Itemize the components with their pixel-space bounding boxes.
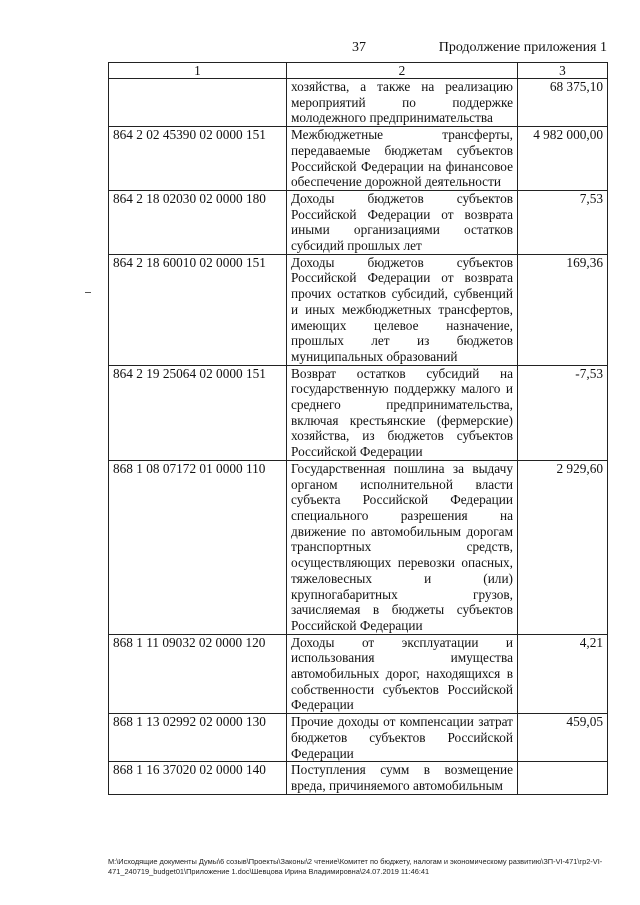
row-description: Государственная пошлина за выдачу органом исполнительной власти субъекта Российской Федерации специального разрешения на движение по автомобильным дорогам транспортных средств, осуществляющих перевозки опасных, тяжеловесных и (или) крупногабаритных грузов, зачисляемая в бюджеты субъектов Российской Федерации xyxy=(287,460,518,634)
row-amount: 7,53 xyxy=(518,190,608,254)
row-code: 864 2 02 45390 02 0000 151 xyxy=(109,127,287,191)
row-amount xyxy=(518,762,608,794)
table-row xyxy=(109,190,608,254)
row-code: 864 2 19 25064 02 0000 151 xyxy=(109,365,287,460)
table-row xyxy=(109,714,608,762)
row-code: 864 2 18 60010 02 0000 151 xyxy=(109,254,287,365)
row-description: Возврат остатков субсидий на государственную поддержку малого и среднего предпринимательства, включая крестьянские (фермерские) хозяйства, из бюджетов субъектов Российской Федерации xyxy=(287,365,518,460)
row-amount: 459,05 xyxy=(518,714,608,762)
page-caption: Продолжение приложения 1 xyxy=(438,40,607,55)
column-header-amount: 3 xyxy=(518,63,608,79)
table-row xyxy=(109,634,608,714)
row-amount: 4,21 xyxy=(518,634,608,714)
table-row xyxy=(109,460,608,634)
column-header-description: 2 xyxy=(287,63,518,79)
file-path-footer: M:\Исходящие документы Думы\6 созыв\Проекты\Законы\2 чтение\Комитет по бюджету, налогам и экономическому развитию\ЗП-VI-471\гр2-VI-471_240719_budget01\Приложение 1.doc\Шевцова Ирина Владимировна\24.07.2019 11:46:41 xyxy=(108,857,603,876)
table-row xyxy=(109,79,608,127)
row-description: Доходы бюджетов субъектов Российской Федерации от возврата иными организациями остатков субсидий прошлых лет xyxy=(287,190,518,254)
row-amount: 4 982 000,00 xyxy=(518,127,608,191)
row-code: 868 1 08 07172 01 0000 110 xyxy=(109,460,287,634)
table-row xyxy=(109,254,608,365)
row-description: Поступления сумм в возмещение вреда, причиняемого автомобильным xyxy=(287,762,518,794)
row-amount: 169,36 xyxy=(518,254,608,365)
row-description: Доходы бюджетов субъектов Российской Федерации от возврата прочих остатков субсидий, субвенций и иных межбюджетных трансфертов, имеющих целевое назначение, прошлых лет из бюджетов муниципальных образований xyxy=(287,254,518,365)
row-description: хозяйства, а также на реализацию мероприятий по поддержке молодежного предпринимательства xyxy=(287,79,518,127)
row-amount: 2 929,60 xyxy=(518,460,608,634)
table-row xyxy=(109,127,608,191)
row-code: 868 1 13 02992 02 0000 130 xyxy=(109,714,287,762)
row-code: 868 1 11 09032 02 0000 120 xyxy=(109,634,287,714)
table-row xyxy=(109,365,608,460)
margin-mark xyxy=(85,292,91,293)
row-description: Прочие доходы от компенсации затрат бюджетов субъектов Российской Федерации xyxy=(287,714,518,762)
page-number: 37 xyxy=(352,40,366,55)
row-description: Межбюджетные трансферты, передаваемые бюджетам субъектов Российской Федерации на финансовое обеспечение дорожной деятельности xyxy=(287,127,518,191)
row-amount: 68 375,10 xyxy=(518,79,608,127)
row-code: 868 1 16 37020 02 0000 140 xyxy=(109,762,287,794)
table-row xyxy=(109,762,608,794)
row-description: Доходы от эксплуатации и использования имущества автомобильных дорог, находящихся в собственности субъектов Российской Федерации xyxy=(287,634,518,714)
row-amount: -7,53 xyxy=(518,365,608,460)
budget-table xyxy=(108,62,608,795)
row-code xyxy=(109,79,287,127)
row-code: 864 2 18 02030 02 0000 180 xyxy=(109,190,287,254)
column-header-code: 1 xyxy=(109,63,287,79)
header-row xyxy=(109,63,608,79)
